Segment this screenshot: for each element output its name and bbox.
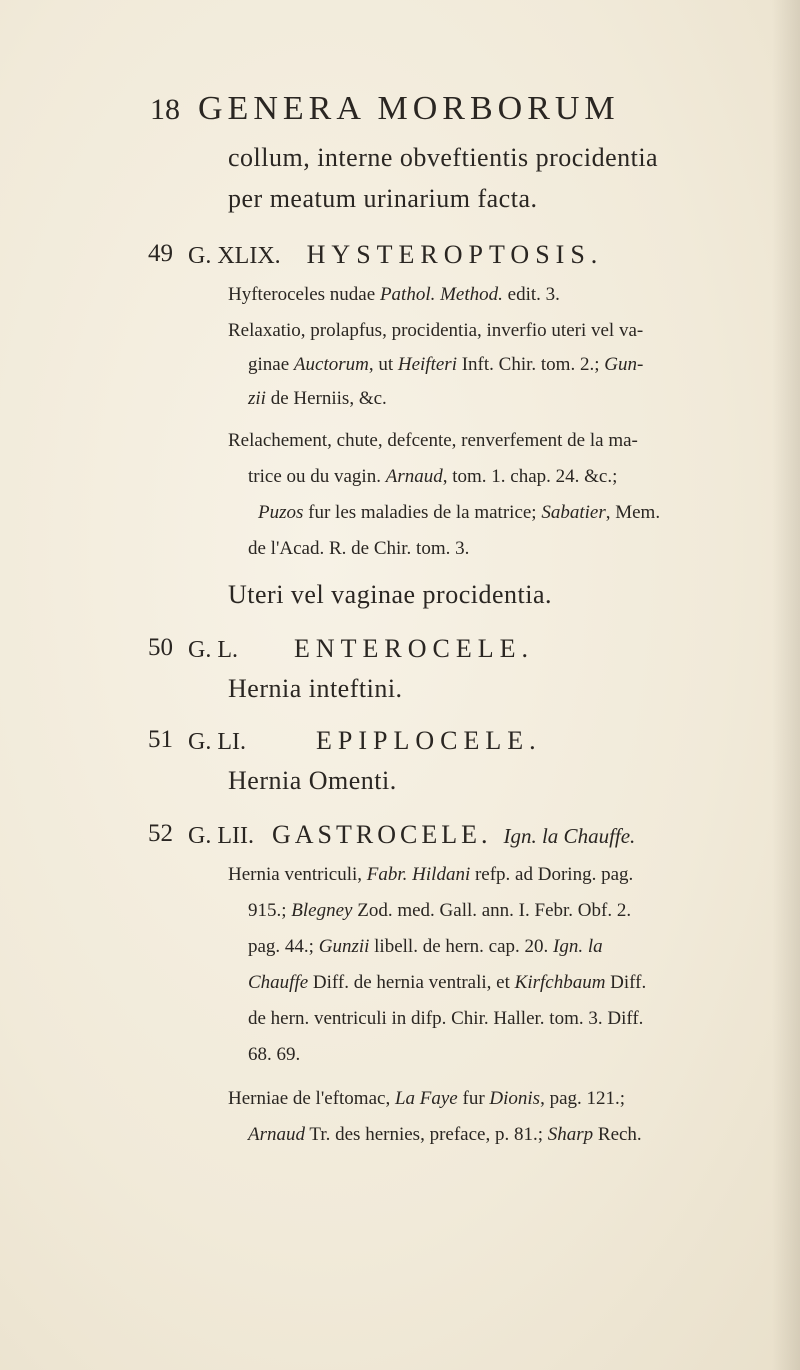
page-number: 18 (150, 93, 180, 126)
synonym-line-3: ginae Auctorum, ut Heifteri Inft. Chir. tom. 2.; Gun- (248, 354, 644, 375)
page-edge-shadow (772, 0, 800, 1370)
genus-name: HYSTEROPTOSIS. (306, 240, 604, 269)
page-header (150, 90, 620, 128)
french-line-3: Puzos fur les maladies de la matrice; Sabatier, Mem. (258, 502, 661, 523)
genus-code: G. LII. (188, 823, 254, 849)
reference-line-1: Hernia ventriculi, Fabr. Hildani refp. ad Doring. pag. (228, 864, 634, 885)
synonym-line-2: Relaxatio, prolapfus, procidentia, inverfio uteri vel va- (228, 320, 644, 341)
intro-line-2: per meatum urinarium facta. (228, 184, 538, 213)
reference-line-5: de hern. ventriculi in difp. Chir. Haller. tom. 3. Diff. (248, 1008, 644, 1029)
genus-definition: Uteri vel vaginae procidentia. (228, 580, 552, 609)
synonym-line-1: Hyfteroceles nudae Pathol. Method. edit. 3. (228, 284, 560, 305)
reference-line-4: Chauffe Diff. de hernia ventrali, et Kirfchbaum Diff. (248, 972, 647, 993)
reference-line-6: 68. 69. (248, 1044, 301, 1065)
genus-heading (188, 820, 635, 850)
genus-number: 50 (148, 634, 173, 661)
genus-name: ENTEROCELE. (294, 634, 535, 663)
reference-line-2: 915.; Blegney Zod. med. Gall. ann. I. Febr. Obf. 2. (248, 900, 632, 921)
running-title: GENERA MORBORUM (198, 90, 620, 127)
french-line-2: trice ou du vagin. Arnaud, tom. 1. chap. 24. &c.; (248, 466, 618, 487)
reference-line-3: pag. 44.; Gunzii libell. de hern. cap. 20. Ign. la (248, 936, 603, 957)
synonym-line-4: zii de Herniis, &c. (248, 388, 387, 409)
french-line-1: Relachement, chute, defcente, renverfement de la ma- (228, 430, 638, 451)
genus-ign-reference: Ign. la Chauffe. (503, 824, 636, 848)
genus-name: EPIPLOCELE. (315, 726, 542, 755)
genus-heading (188, 634, 534, 664)
reference-line-8: Arnaud Tr. des hernies, preface, p. 81.; Sharp Rech. (248, 1124, 642, 1145)
genus-name: GASTROCELE. (271, 820, 492, 849)
genus-heading (188, 726, 542, 756)
genus-definition: Hernia Omenti. (228, 766, 397, 795)
intro-line-1: collum, interne obveftientis procidentia (228, 143, 659, 172)
genus-code: G. L. (188, 637, 238, 663)
genus-number: 52 (148, 820, 173, 847)
genus-number: 51 (148, 726, 173, 753)
genus-code: G. XLIX. (188, 243, 281, 269)
reference-line-7: Herniae de l'eftomac, La Faye fur Dionis, pag. 121.; (228, 1088, 626, 1109)
genus-heading (188, 240, 603, 270)
genus-definition: Hernia inteftini. (228, 674, 403, 703)
genus-number: 49 (148, 240, 173, 267)
french-line-4: de l'Acad. R. de Chir. tom. 3. (248, 538, 470, 559)
genus-code: G. LI. (188, 729, 246, 755)
